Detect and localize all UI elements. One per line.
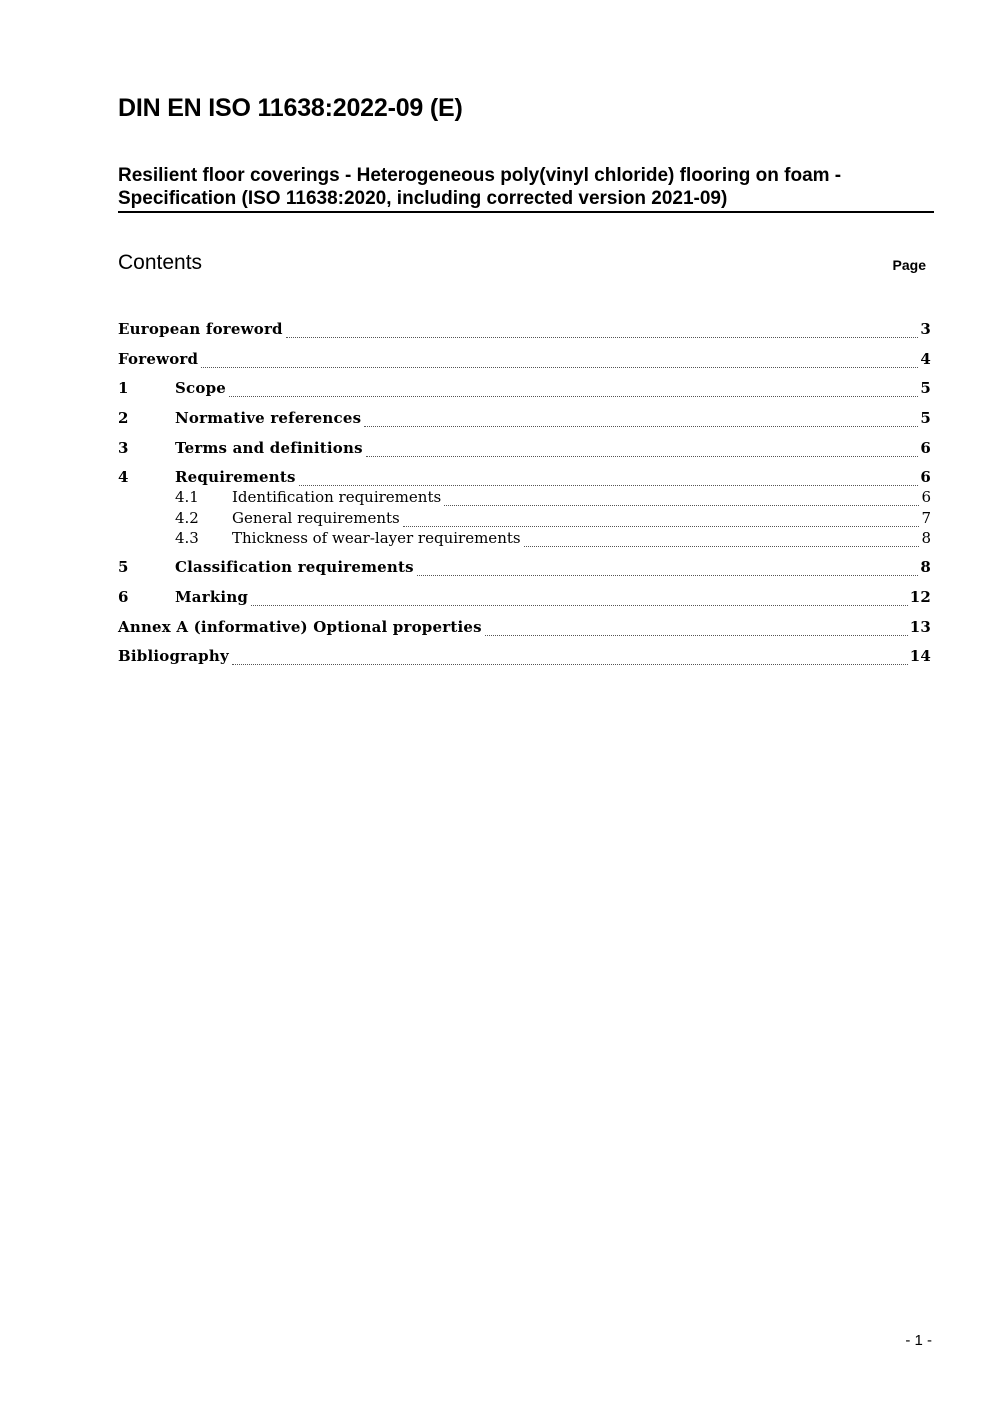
toc-leader-dots (417, 575, 919, 576)
toc-leader-dots (403, 526, 920, 527)
toc-entry-page: 12 (909, 588, 931, 606)
toc-entry-foreword[interactable] (118, 350, 931, 372)
toc-entry-classification-requirements[interactable] (118, 558, 931, 580)
toc-entry-title: Bibliography (118, 647, 229, 665)
toc-entry-number: 4.1 (175, 488, 199, 506)
toc-entry-page: 4 (920, 350, 931, 368)
toc-entry-title: General requirements (232, 509, 400, 527)
toc-entry-terms-and-definitions[interactable] (118, 439, 931, 461)
toc-entry-title: Annex A (informative) Optional properties (118, 618, 482, 636)
toc-entry-number: 1 (118, 379, 129, 397)
toc-entry-title: Foreword (118, 350, 199, 368)
toc-entry-title: Requirements (175, 468, 296, 486)
page-column-label: Page (892, 257, 926, 273)
toc-entry-number: 4.3 (175, 529, 199, 547)
subtitle-line-2: Specification (ISO 11638:2020, including corrected version 2021-09) (118, 188, 728, 209)
toc-entry-title: Classification requirements (175, 558, 414, 576)
toc-entry-title: Terms and definitions (175, 439, 363, 457)
toc-leader-dots (251, 605, 908, 606)
toc-entry-scope[interactable] (118, 379, 931, 401)
toc-entry-page: 6 (920, 439, 931, 457)
toc-entry-annex-a[interactable] (118, 618, 931, 640)
document-subtitle (118, 164, 934, 213)
toc-entry-identification-requirements[interactable] (118, 488, 931, 510)
toc-entry-general-requirements[interactable] (118, 509, 931, 531)
toc-entry-page: 6 (921, 488, 931, 506)
toc-entry-page: 5 (920, 379, 931, 397)
toc-entry-title: Marking (175, 588, 249, 606)
toc-entry-number: 5 (118, 558, 129, 576)
toc-entry-number: 6 (118, 588, 129, 606)
toc-entry-title: Scope (175, 379, 227, 397)
toc-entry-page: 14 (909, 647, 931, 665)
toc-entry-thickness-of-wear-layer-requirements[interactable] (118, 529, 931, 551)
toc-leader-dots (232, 664, 908, 665)
toc-leader-dots (286, 337, 919, 338)
toc-leader-dots (229, 396, 918, 397)
contents-heading: Contents (118, 251, 203, 274)
toc-entry-page: 13 (909, 618, 931, 636)
toc-entry-normative-references[interactable] (118, 409, 931, 431)
toc-entry-page: 8 (920, 558, 931, 576)
toc-entry-title: Normative references (175, 409, 362, 427)
toc-entry-number: 4 (118, 468, 129, 486)
toc-leader-dots (444, 505, 919, 506)
toc-entry-title: Thickness of wear-layer requirements (232, 529, 521, 547)
toc-leader-dots (485, 635, 908, 636)
subtitle-line-1: Resilient floor coverings - Heterogeneous poly(vinyl chloride) flooring on foam - (118, 165, 842, 186)
toc-entry-number: 4.2 (175, 509, 199, 527)
toc-entry-page: 6 (920, 468, 931, 486)
toc-leader-dots (366, 456, 919, 457)
toc-entry-number: 3 (118, 439, 129, 457)
toc-entry-page: 8 (921, 529, 931, 547)
toc-entry-title: European foreword (118, 320, 283, 338)
page-number: - 1 - (905, 1332, 932, 1349)
toc-leader-dots (299, 485, 919, 486)
toc-entry-number: 2 (118, 409, 129, 427)
document-id: DIN EN ISO 11638:2022-09 (E) (118, 94, 463, 122)
toc-entry-page: 7 (921, 509, 931, 527)
toc-entry-marking[interactable] (118, 588, 931, 610)
toc-entry-european-foreword[interactable] (118, 320, 931, 342)
toc-leader-dots (201, 367, 918, 368)
toc-entry-bibliography[interactable] (118, 647, 931, 669)
toc-entry-title: Identification requirements (232, 488, 442, 506)
toc-entry-requirements[interactable] (118, 468, 931, 490)
toc-leader-dots (364, 426, 918, 427)
toc-leader-dots (524, 546, 920, 547)
toc-entry-page: 5 (920, 409, 931, 427)
toc-entry-page: 3 (920, 320, 931, 338)
